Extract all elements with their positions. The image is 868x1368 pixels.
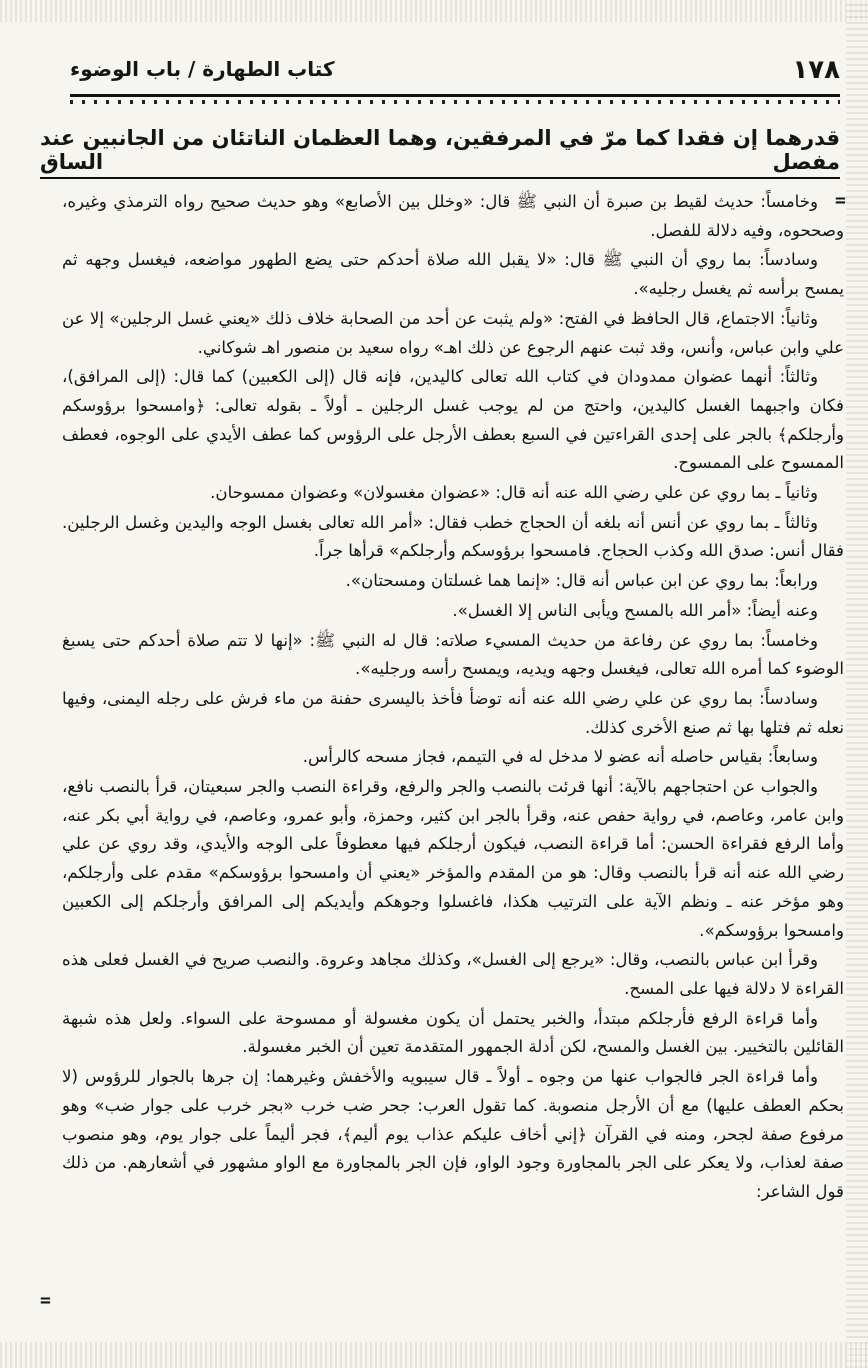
header-rule [70,94,840,97]
margin-mark-bottom: = [40,1290,51,1311]
paragraph: وثالثاً: أنهما عضوان ممدودان في كتاب الله تعالى كاليدين، فإنه قال (إلى الكعبين) كما قال: (إلى المرافق)، فكان واجبهما الغسل كاليدين، واحتج من لم يوجب غسل الرجلين ـ أولاً ـ بقوله تعالى: ﴿وامسحوا برؤوسكم وأرجلكم﴾ بالجر على إحدى القراءتين في السبع بعطف الأرجل على الرؤوس كما عطف الأيدي على الوجوه، فعطف الممسوح على الممسوح. [62,367,844,473]
section-rule [40,177,840,179]
paragraph: والجواب عن احتجاجهم بالآية: أنها قرئت بالنصب والجر والرفع، وقراءة النصب والجر سبعيتان، قرأ بالنصب نافع، وابن عامر، وعاصم، في رواية حفص عنه، وقرأ بالجر ابن كثير، وحمزة، وأبو عمرو، وعاصم، في رواية أبي بكر عنه، وأما الرفع فقراءة الحسن: أما قراءة النصب، فيكون أرجلكم فيها معطوفاً على الوجه والأيدي، وقد روي عن علي رضي الله عنه أنه قرأ بالنصب وقال: هو من المقدم والمؤخر «يعني أن وامسحوا برؤوسكم» مقدم على وأرجلكم، وهو مؤخر عنه ـ ونظم الآية على الترتيب هكذا، فاغسلوا وجوهكم وأيديكم إلى المرافق وأرجلكم إلى الكعبين وامسحوا برؤوسكم». [62,777,844,940]
paragraph: وسادساً: بما روي عن علي رضي الله عنه أنه توضأ فأخذ باليسرى حفنة من ماء فرش على رجله اليمنى، وفيها نعله ثم فتلها بها ثم صنع الأخرى كذلك. [62,688,844,737]
paragraph: وثانياً: الاجتماع، قال الحافظ في الفتح: «ولم يثبت عن أحد من الصحابة خلاف ذلك «يعني غسل الرجلين» إلا عن علي وابن عباس، وأنس، وقد ثبت عنهم الرجوع عن ذلك اهـ» رواه سعيد بن منصور اهـ شوكاني. [62,308,844,357]
paragraph: وسابعاً: بقياس حاصله أنه عضو لا مدخل له في التيمم، فجاز مسحه كالرأس. [302,747,818,767]
paragraph: وسادساً: بما روي أن النبي ﷺ قال: «لا يقبل الله صلاة أحدكم حتى يضع الطهور مواضعه، فيغسل وجهه ثم يمسح برأسه ثم يغسل رجليه». [62,250,844,299]
paragraph: وعنه أيضاً: «أمر الله بالمسح ويأبى الناس إلا الغسل». [452,600,818,620]
paragraph: وخامساً: بما روي عن رفاعة من حديث المسيء صلاته: قال له النبي ﷺ: «إنها لا تتم صلاة أحدكم حتى يسبغ الوضوء كما أمره الله تعالى، فيغسل وجهه ويديه، ويمسح رأسه ورجليه». [62,630,844,679]
paragraph: وأما قراءة الرفع فأرجلكم مبتدأ، والخبر يحتمل أن يكون مغسولة أو ممسوحة على السواء. ولعل هذه شبهة القائلين بالتخيير. بين الغسل والمسح، لكن أدلة الجمهور المتقدمة تعين أن الخبر مغسولة. [62,1008,844,1057]
page-edge-bottom [0,1342,868,1368]
paragraph: وثالثاً ـ بما روي عن أنس أنه بلغه أن الحجاج خطب فقال: «أمر الله تعالى بغسل الوجه واليدين وغسل الرجلين. فقال أنس: صدق الله وكذب الحجاج. فامسحوا برؤوسكم وأرجلكم» قرأها جراً. [62,512,844,561]
paragraph: وخامساً: حديث لقيط بن صبرة أن النبي ﷺ قال: «وخلل بين الأصابع» وهو حديث صحيح رواه الترمذي وغيره، وصححوه، وفيه دلالة للفصل. [62,192,844,240]
page-header [70,55,840,95]
carryover-footnote-line: قدرهما إن فقدا كما مرّ في المرفقين، وهما العظمان الناتئان من الجانبين عند مفصل الساق [40,126,840,174]
margin-mark-top: = [835,190,846,211]
paragraph: وقرأ ابن عباس بالنصب، وقال: «يرجع إلى الغسل»، وكذلك مجاهد وعروة. والنصب صريح في الغسل فعلى هذه القراءة لا دلالة فيها على المسح. [62,950,844,998]
page-edge-right [846,0,868,1368]
paragraph: وثانياً ـ بما روي عن علي رضي الله عنه أنه قال: «عضوان مغسولان» وعضوان ممسوحان. [210,483,818,503]
paragraph: ورابعاً: بما روي عن ابن عباس أنه قال: «إنما هما غسلتان ومسحتان». [345,571,818,591]
page-number: ١٧٨ [792,55,840,85]
page-edge-top [0,0,868,22]
running-title: كتاب الطهارة / باب الوضوء [70,57,335,81]
paragraph: وأما قراءة الجر فالجواب عنها من وجوه ـ أولاً ـ قال سيبويه والأخفش وغيرهما: إن جرها بالجوار للرؤوس (لا بحكم العطف عليها) مع أن الأرجل منصوبة. كما تقول العرب: جحر ضب خرب «بجر خرب على جوار ضب» وهو مرفوع صفة لجحر، ومنه في القرآن ﴿إني أخاف عليكم عذاب يوم أليم﴾، فجر أليماً على جوار يوم، وهو منصوب صفة لعذاب، ولا يعكر على الجر بالمجاورة وجود الواو، فإن الجر بالمجاورة مع الواو مشهور في أشعارهم. من ذلك قول الشاعر: [62,1067,844,1201]
header-dotted-rule [70,100,840,104]
main-text [62,188,844,1208]
